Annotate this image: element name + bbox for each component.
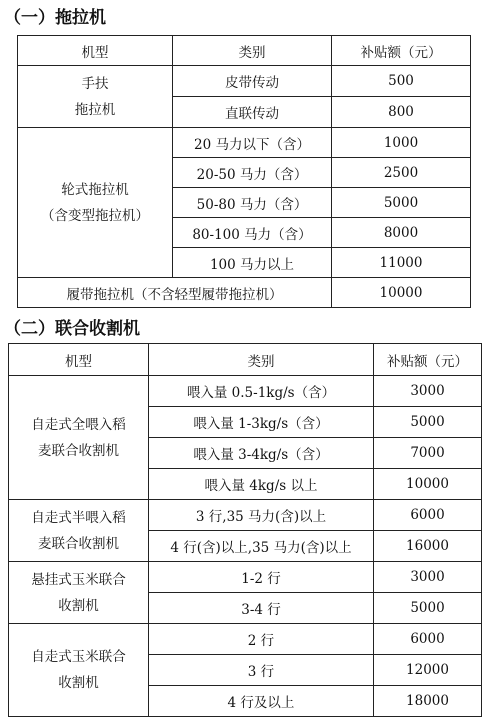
table-row (9, 624, 482, 655)
amount-cell: 11000 (332, 248, 471, 278)
category-cell: 喂入量 3-4kg/s（含） (149, 438, 374, 469)
header-category: 类别 (173, 36, 332, 66)
header-amount: 补贴额（元） (332, 36, 471, 66)
table-header-row (9, 344, 482, 376)
amount-cell: 10000 (332, 278, 471, 308)
table-row (9, 500, 482, 531)
category-cell: 1-2 行 (149, 562, 374, 593)
model-cell (18, 66, 173, 128)
amount-cell: 18000 (374, 686, 482, 717)
amount-cell: 8000 (332, 218, 471, 248)
tractor-subsidy-table (17, 35, 471, 308)
model-line: （含变型拖拉机） (41, 207, 149, 224)
model-line: 麦联合收割机 (38, 535, 119, 552)
category-cell: 4 行(含)以上,35 马力(含)以上 (149, 531, 374, 562)
table-row (9, 562, 482, 593)
model-line: 收割机 (58, 675, 99, 691)
table-row (9, 376, 482, 407)
table-row (18, 128, 471, 158)
header-model: 机型 (9, 344, 149, 376)
model-line: 自走式半喂入稻 (31, 509, 126, 526)
model-line: 拖拉机 (74, 101, 116, 118)
merged-model-cell: 履带拖拉机（不含轻型履带拖拉机） (18, 278, 332, 308)
category-cell: 喂入量 1-3kg/s（含） (149, 407, 374, 438)
category-cell: 直联传动 (173, 97, 332, 128)
category-cell: 3-4 行 (149, 593, 374, 624)
amount-cell: 3000 (374, 562, 482, 593)
category-cell: 喂入量 4kg/s 以上 (149, 469, 374, 500)
model-line: 悬挂式玉米联合 (31, 571, 126, 588)
category-cell: 80-100 马力（含） (173, 218, 332, 248)
model-line: 自走式全喂入稻 (31, 416, 126, 433)
amount-cell: 5000 (374, 593, 482, 624)
category-cell: 50-80 马力（含） (173, 188, 332, 218)
amount-cell: 800 (332, 97, 471, 128)
model-cell (9, 624, 149, 717)
model-cell (9, 376, 149, 500)
table-header-row (18, 36, 471, 66)
amount-cell: 5000 (332, 188, 471, 218)
header-model: 机型 (18, 36, 173, 66)
category-cell: 3 行 (149, 655, 374, 686)
category-cell: 喂入量 0.5-1kg/s（含） (149, 376, 374, 407)
category-cell: 皮带传动 (173, 66, 332, 97)
category-cell: 20 马力以下（含） (173, 128, 332, 158)
amount-cell: 6000 (374, 624, 482, 655)
model-cell (9, 562, 149, 624)
category-cell: 20-50 马力（含） (173, 158, 332, 188)
category-cell: 100 马力以上 (173, 248, 332, 278)
harvester-subsidy-table (8, 343, 482, 717)
amount-cell: 7000 (374, 438, 482, 469)
header-category: 类别 (149, 344, 374, 376)
model-line: 麦联合收割机 (38, 442, 119, 459)
model-line: 手扶 (81, 75, 109, 92)
amount-cell: 3000 (374, 376, 482, 407)
table-row (18, 66, 471, 97)
amount-cell: 1000 (332, 128, 471, 158)
model-cell (9, 500, 149, 562)
amount-cell: 500 (332, 66, 471, 97)
category-cell: 2 行 (149, 624, 374, 655)
model-line: 收割机 (58, 597, 99, 614)
amount-cell: 10000 (374, 469, 482, 500)
category-cell: 4 行及以上 (149, 686, 374, 717)
section-title-tractors: （一）拖拉机 (4, 8, 106, 28)
section-title-harvesters: （二）联合收割机 (4, 319, 140, 339)
amount-cell: 6000 (374, 500, 482, 531)
category-cell: 3 行,35 马力(含)以上 (149, 500, 374, 531)
table-row (18, 278, 471, 308)
model-line: 自走式玉米联合 (31, 649, 126, 665)
model-line: 轮式拖拉机 (61, 181, 129, 198)
amount-cell: 2500 (332, 158, 471, 188)
amount-cell: 5000 (374, 407, 482, 438)
amount-cell: 16000 (374, 531, 482, 562)
model-cell (18, 128, 173, 278)
header-amount: 补贴额（元） (374, 344, 482, 376)
amount-cell: 12000 (374, 655, 482, 686)
